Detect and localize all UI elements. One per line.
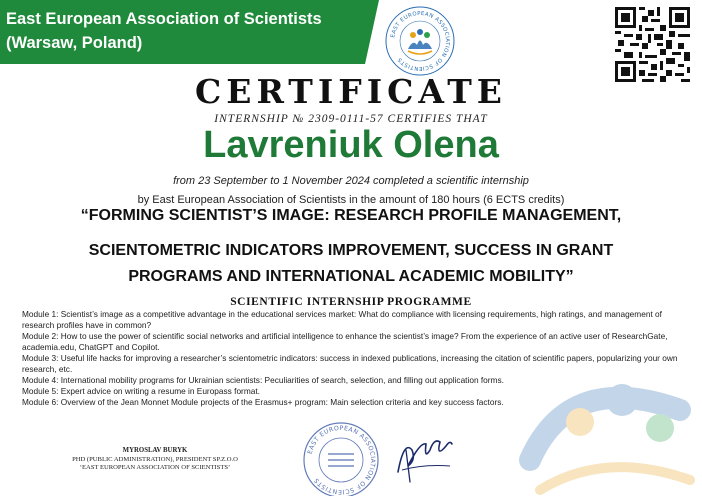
module-item: Module 5: Expert advice on writing a resume in Europass format. xyxy=(22,386,260,396)
signatory-name: MYROSLAV BURYK xyxy=(122,447,188,454)
association-logo-icon xyxy=(384,5,456,77)
signatory-block xyxy=(20,447,290,473)
module-item: Module 1: Scientist’s image as a competitive advantage in the educational services market: What do compliance with licensing requirements, high ratings, and management of research profiles have in common? xyxy=(22,309,662,330)
signatory-title-2: ‘EAST EUROPEAN ASSOCIATION OF SCIENTISTS’ xyxy=(79,464,231,471)
module-item: Module 3: Useful life hacks for improving a researcher’s scientometric indicators: success in indexed publications, increasing the citation of scientific papers, popularizing your own research, etc. xyxy=(22,353,678,374)
topic-line-2: SCIENTOMETRIC INDICATORS IMPROVEMENT, SUCCESS IN GRANT xyxy=(88,242,614,259)
topic-line-1: “FORMING SCIENTIST’S IMAGE: RESEARCH PROFILE MANAGEMENT, xyxy=(80,207,622,224)
organization-name: East European Association of Scientists xyxy=(6,10,322,28)
module-item: Module 2: How to use the power of scientific social networks and artificial intelligence to enhance the scientist’s image? From the experience of an active user of ResearchGate, academia.edu, ChatGPT and Copilot. xyxy=(22,331,668,352)
internship-amount: by East European Association of Scientists in the amount of 180 hours (6 ECTS credits) xyxy=(137,194,565,206)
qr-code-icon xyxy=(615,7,690,82)
internship-dates: from 23 September to 1 November 2024 completed a scientific internship xyxy=(173,175,529,187)
topic-line-3: PROGRAMS AND INTERNATIONAL ACADEMIC MOBILITY” xyxy=(128,268,574,285)
signatory-title-1: PHD (PUBLIC ADMINISTRATION), PRESIDENT SP.Z.O.O xyxy=(72,455,238,463)
stamp-icon xyxy=(298,418,384,496)
certificate-subtitle: INTERNSHIP № 2309-0111-57 CERTIFIES THAT xyxy=(214,113,488,125)
module-list xyxy=(22,309,692,408)
organization-banner xyxy=(0,0,365,64)
module-item: Module 4: International mobility programs for Ukrainian scientists: Peculiarities of search, selection, and filling out application forms. xyxy=(22,375,504,385)
programme-title: SCIENTIFIC INTERNSHIP PROGRAMME xyxy=(230,296,472,308)
module-item: Module 6: Overview of the Jean Monnet Module projects of the Erasmus+ program: Main selection criteria and key success factors. xyxy=(22,397,504,407)
stamp-ring-text: EAST EUROPEAN ASSOCIATION OF SCIENTISTS xyxy=(306,424,377,496)
recipient-name: Lavreniuk Olena xyxy=(203,124,499,166)
certificate-title: CERTIFICATE xyxy=(195,72,507,111)
signature-icon xyxy=(390,420,458,486)
banner-tip xyxy=(365,0,379,64)
logo-ring-text: EAST EUROPEAN ASSOCIATION OF SCIENTISTS xyxy=(390,10,451,72)
organization-location: (Warsaw, Poland) xyxy=(6,34,143,52)
